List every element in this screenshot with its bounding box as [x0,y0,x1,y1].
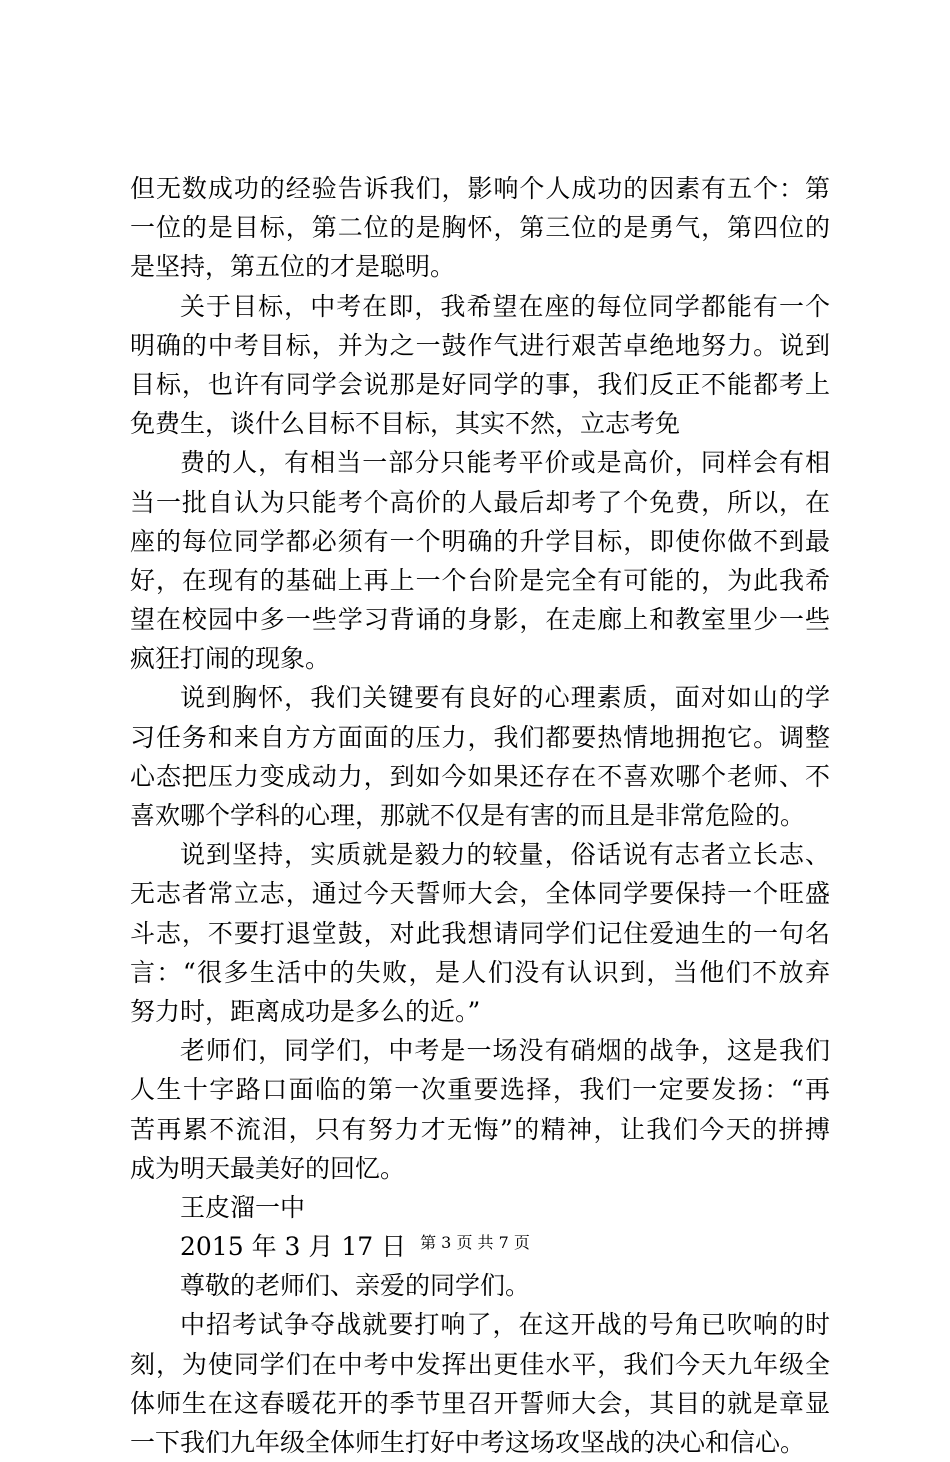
text-line: 疯狂打闹的现象。 [130,644,331,674]
text-line: 喜欢哪个学科的心理，那就不仅是有害的而且是非常危险的。 [130,801,806,830]
text-line: 但无数成功的经验告诉我们，影响个人成功的因素有五个：第 [130,174,830,203]
text-line: 言：“很多生活中的失败，是人们没有认识到，当他们不放弃 [130,957,830,987]
text-line: 尊敬的老师们、亲爱的同学们。 [180,1271,531,1301]
text-line: 说到坚持，实质就是毅力的较量，俗话说有志者立长志、 [180,840,830,870]
body-text [130,169,830,1462]
text-line: 费的人，有相当一部分只能考平价或是高价，同样会有相 [180,448,830,478]
text-line: 刻，为使同学们在中考中发挥出更佳水平，我们今天九年级全 [130,1349,830,1379]
text-line: 免费生，谈什么目标不目标，其实不然，立志考免 [130,409,681,439]
text-line: 苦再累不流泪，只有努力才无悔”的精神，让我们今天的拼搏 [130,1114,830,1144]
text-line: 无志者常立志，通过今天誓师大会，全体同学要保持一个旺盛 [130,879,830,909]
text-line: 2015 年 3 月 17 日 [180,1232,407,1262]
text-line: 中招考试争夺战就要打响了，在这开战的号角已吹响的时 [180,1310,830,1340]
text-line: 望在校园中多一些学习背诵的身影，在走廊上和教室里少一些 [130,605,830,635]
page-footer: 第 3 页 共 7 页 [420,1233,530,1252]
text-line: 老师们，同学们，中考是一场没有硝烟的战争，这是我们 [180,1036,830,1066]
text-line: 体师生在这春暖花开的季节里召开誓师大会，其目的就是章显 [130,1388,830,1418]
text-line: 说到胸怀，我们关键要有良好的心理素质，面对如山的学 [180,683,830,713]
text-line: 王皮溜一中 [180,1192,306,1222]
text-line: 习任务和来自方方面面的压力，我们都要热情地拥抱它。调整 [130,722,830,752]
text-line: 关于目标，中考在即，我希望在座的每位同学都能有一个 [180,291,830,321]
text-line: 成为明天最美好的回忆。 [130,1153,406,1183]
text-line: 斗志，不要打退堂鼓，对此我想请同学们记住爱迪生的一句名 [130,918,830,948]
text-line: 好，在现有的基础上再上一个台阶是完全有可能的，为此我希 [130,565,830,595]
text-line: 人生十字路口面临的第一次重要选择，我们一定要发扬：“再 [130,1075,830,1105]
text-line: 一位的是目标，第二位的是胸怀，第三位的是勇气，第四位的 [130,213,830,243]
text-line: 明确的中考目标，并为之一鼓作气进行艰苦卓绝地努力。说到 [130,330,830,360]
text-line: 目标，也许有同学会说那是好同学的事，我们反正不能都考上 [130,369,830,399]
text-line: 努力时，距离成功是多么的近。” [130,996,481,1026]
text-line: 座的每位同学都必须有一个明确的升学目标，即使你做不到最 [130,526,830,556]
text-line: 心态把压力变成动力，到如今如果还存在不喜欢哪个老师、不 [130,761,830,791]
text-line: 当一批自认为只能考个高价的人最后却考了个免费，所以，在 [130,487,830,517]
text-line: 一下我们九年级全体师生打好中考这场攻坚战的决心和信心。 [130,1428,806,1457]
text-line: 是坚持，第五位的才是聪明。 [130,252,456,282]
